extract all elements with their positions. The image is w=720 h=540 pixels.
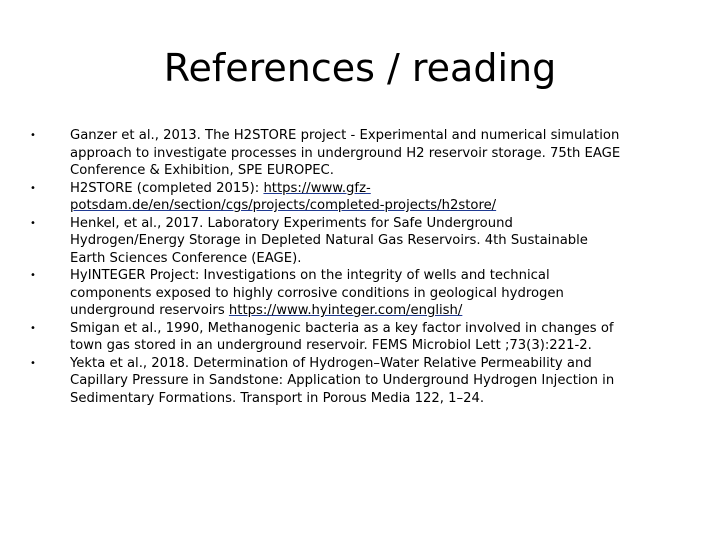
reference-line: Sedimentary Formations. Transport in Porous Media 122, 1–24. (70, 390, 485, 406)
h2store-link-continued[interactable]: potsdam.de/en/section/cgs/projects/completed-projects/h2store/ (70, 198, 497, 213)
bullet-icon: • (30, 357, 36, 369)
reference-line: approach to investigate processes in underground H2 reservoir storage. 75th EAGE (70, 145, 621, 161)
bullet-icon: • (30, 130, 36, 141)
reference-item-ganzer (26, 127, 706, 180)
reference-line: Henkel, et al., 2017. Laboratory Experiments for Safe Underground (70, 215, 513, 231)
reference-list (26, 127, 706, 407)
reference-line: Capillary Pressure in Sandstone: Application to Underground Hydrogen Injection in (70, 373, 615, 388)
reference-line: Hydrogen/Energy Storage in Depleted Natural Gas Reservoirs. 4th Sustainable (70, 233, 588, 248)
bullet-icon: • (30, 217, 36, 229)
reference-line (70, 197, 706, 215)
reference-line: Yekta et al., 2018. Determination of Hydrogen–Water Relative Permeability and (70, 355, 592, 371)
slide-title: References / reading (163, 46, 557, 90)
h2store-link[interactable]: https://www.gfz- (263, 180, 371, 196)
reference-item-yekta (26, 355, 706, 408)
reference-item-smigan (26, 320, 706, 355)
hyinteger-link[interactable]: https://www.hyinteger.com/english/ (228, 303, 463, 318)
reference-item-hyinteger (26, 267, 706, 320)
bullet-icon: • (30, 270, 36, 281)
bullet-icon: • (30, 182, 36, 194)
reference-line: town gas stored in an underground reservoir. FEMS Microbiol Lett ;73(3):221-2. (70, 338, 592, 353)
reference-text: H2STORE (completed 2015): (70, 180, 264, 196)
reference-line: Conference & Exhibition, SPE EUROPEC. (70, 163, 334, 178)
reference-item-h2store (26, 180, 706, 215)
bullet-icon: • (30, 322, 36, 334)
reference-line (70, 302, 706, 320)
reference-item-henkel (26, 215, 706, 268)
reference-line (70, 180, 706, 198)
reference-text: underground reservoirs (70, 303, 229, 318)
reference-line: Earth Sciences Conference (EAGE). (70, 250, 302, 266)
reference-line: Smigan et al., 1990, Methanogenic bacteria as a key factor involved in changes of (70, 320, 614, 336)
reference-line: Ganzer et al., 2013. The H2STORE project - Experimental and numerical simulation (70, 128, 620, 143)
reference-line: HyINTEGER Project: Investigations on the integrity of wells and technical (70, 268, 550, 283)
reference-line: components exposed to highly corrosive conditions in geological hydrogen (70, 285, 564, 301)
